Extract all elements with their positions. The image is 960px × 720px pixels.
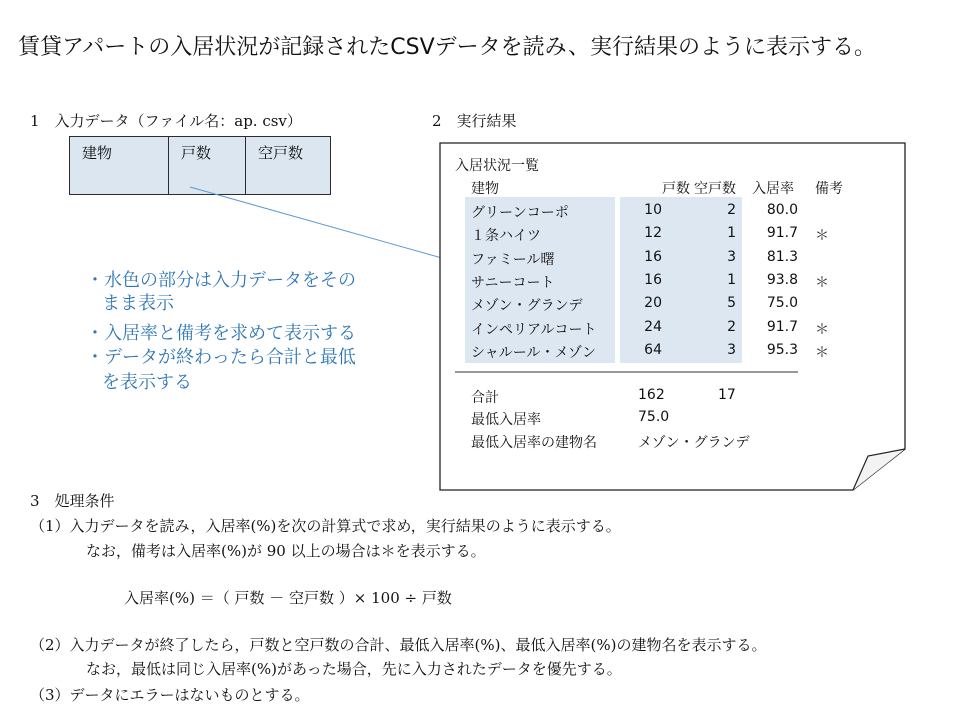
- section2-heading: 2 実行結果: [432, 112, 517, 130]
- header-units: 戸数: [662, 181, 690, 197]
- row-units: 16: [644, 271, 662, 288]
- summary-total-units: 162: [638, 387, 665, 403]
- condition-2-line-1: （2）入力データが終了したら，戸数と空戸数の合計、最低入居率(%)、最低入居率(%)の建物名を表示する。: [30, 636, 767, 654]
- section3-heading: 3 処理条件: [30, 492, 115, 510]
- row-vacant: 2: [727, 202, 736, 218]
- condition-1-line-2: なお，備考は入居率(%)が 90 以上の場合は＊を表示する。: [86, 542, 486, 560]
- row-vacant: 3: [727, 341, 736, 358]
- row-building: メゾン・グランデ: [471, 298, 583, 315]
- row-rate: 95.3: [766, 341, 798, 358]
- result-title: 入居状況一覧: [455, 158, 539, 174]
- page-title: 賃貸アパートの入居状況が記録されたCSVデータを読み、実行結果のように表示する。: [18, 35, 876, 60]
- condition-1-line-1: （1）入力データを読み，入居率(%)を次の計算式で求め，実行結果のように表示する。: [30, 517, 621, 535]
- header-building: 建物: [471, 181, 499, 197]
- row-vacant: 3: [727, 248, 736, 265]
- row-building: １条ハイツ: [471, 228, 541, 245]
- row-vacant: 1: [727, 271, 736, 288]
- header-remark: 備考: [815, 181, 843, 197]
- input-col-units: 戸数: [169, 137, 246, 195]
- row-units: 20: [644, 295, 662, 312]
- row-building: サニーコート: [471, 274, 555, 291]
- formula: 入居率(%) ＝（ 戸数 － 空戸数 ）× 100 ÷ 戸数: [124, 589, 452, 607]
- row-building: グリーンコーポ: [471, 205, 569, 221]
- row-rate: 75.0: [766, 295, 798, 312]
- row-building: インペリアルコート: [471, 321, 597, 338]
- row-remark: ＊: [815, 274, 829, 291]
- input-col-vacant: 空戸数: [246, 137, 331, 195]
- row-building: シャルール・メゾン: [471, 344, 597, 361]
- note-line-2: まま表示: [102, 293, 174, 314]
- row-units: 64: [644, 341, 662, 358]
- row-rate: 93.8: [766, 271, 798, 288]
- condition-2-line-2: なお，最低は同じ入居率(%)があった場合，先に入力されたデータを優先する。: [86, 660, 622, 678]
- row-vacant: 1: [727, 225, 736, 242]
- row-units: 10: [644, 202, 662, 218]
- note-line-3: ・入居率と備考を求めて表示する: [86, 323, 356, 344]
- row-vacant: 2: [727, 318, 736, 335]
- summary-min-label: 最低入居率: [471, 412, 541, 428]
- row-units: 16: [644, 248, 662, 265]
- note-line-1: ・水色の部分は入力データをその: [86, 270, 356, 291]
- row-remark: ＊: [815, 344, 829, 361]
- header-vacant: 空戸数: [694, 181, 736, 197]
- summary-min-name-label: 最低入居率の建物名: [471, 435, 597, 451]
- row-units: 24: [644, 318, 662, 335]
- row-units: 12: [644, 225, 662, 242]
- section1-heading: 1 入力データ（ファイル名：ap. csv）: [30, 112, 302, 130]
- row-remark: ＊: [815, 321, 829, 338]
- summary-total-vacant: 17: [718, 387, 736, 403]
- summary-total-label: 合計: [471, 390, 499, 406]
- condition-3: （3）データにエラーはないものとする。: [30, 686, 310, 704]
- row-vacant: 5: [727, 295, 736, 312]
- note-line-4: ・データが終わったら合計と最低: [86, 347, 356, 368]
- summary-min-name-value: メゾン・グランデ: [638, 435, 750, 451]
- row-remark: ＊: [815, 228, 829, 245]
- summary-min-value: 75.0: [638, 409, 670, 425]
- row-rate: 80.0: [766, 202, 798, 218]
- input-col-building: 建物: [70, 137, 169, 195]
- row-rate: 91.7: [766, 225, 798, 242]
- row-building: ファミール曙: [471, 251, 555, 268]
- row-rate: 81.3: [766, 248, 798, 265]
- header-rate: 入居率: [752, 181, 794, 197]
- row-rate: 91.7: [766, 318, 798, 335]
- note-line-5: を表示する: [102, 372, 192, 393]
